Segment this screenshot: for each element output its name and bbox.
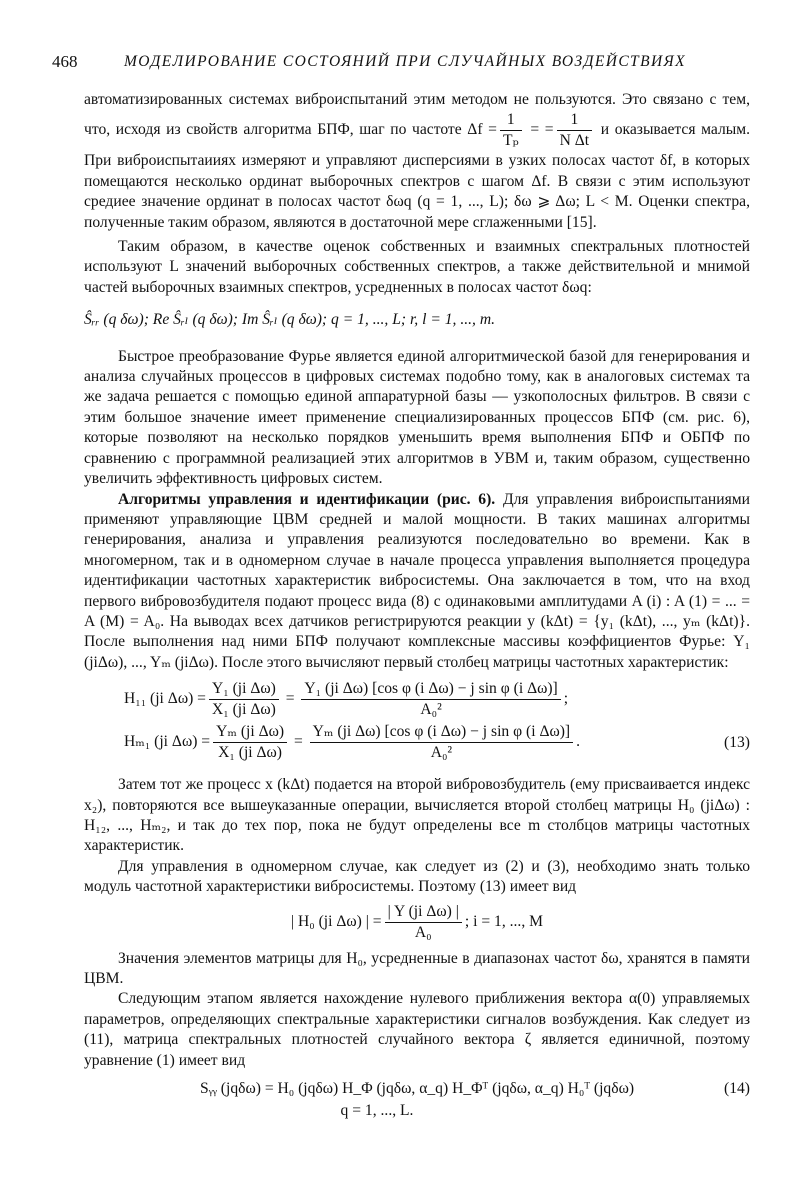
- paragraph-4: [84, 490, 750, 674]
- equation-number-14: (14): [724, 1080, 750, 1098]
- page-number: 468: [52, 52, 78, 71]
- df-denominator: Tₚ: [502, 132, 519, 150]
- equation-number-13: (13): [724, 733, 750, 751]
- hm1-num2: Yₘ (ji Δω) [cos φ (i Δω) − j sin φ (i Δω)]: [310, 722, 573, 743]
- running-header: [52, 50, 752, 76]
- paragraph-3: Быстрое преобразование Фурье является единой алгоритмической базой для генерирования и анализа случайных процессов в цифровых системах подобно тому, как в аналоговых системах та же задача решается с помощью единой аппаратурной базы — узкополосных фильтров. В связи с этим большое значение имеет применение специализированных процессов БПФ (см. рис. 6), которые позволяют на несколько порядков уменьшить время выполнения БПФ и ОБПФ по сравнению с программной реализацией этих алгоритмов в УВМ и, таким образом, существенно увеличить эффективность цифровых систем.: [84, 347, 750, 488]
- section-heading: Алгоритмы управления и идентификации (рис. 6).: [118, 490, 496, 508]
- paragraph-2: Таким образом, в качестве оценок собственных и взаимных спектральных плотностей используют L значений выборочных собственных спектров, а также действительной и мнимой частей выборочных взаимных спектров, усредненных в полосах частот δωq:: [84, 238, 750, 296]
- h11-lhs: H₁₁ (ji Δω) =: [124, 690, 206, 708]
- hm1-frac1: [213, 722, 287, 763]
- equation-syy: [84, 1079, 750, 1099]
- paragraph-5: Затем тот же процесс x (kΔt) подается на второй вибровозбудитель (ему присваивается индекс x₂), повторяются все вышеуказанные операции, вычисляется второй столбец матрицы H₀ (jiΔω) : H₁₂, ..., Hₘ₂, и так до тех пор, пока не будут определены все m столбцов матрицы частотных характеристик.: [84, 776, 750, 855]
- mod-rhs: ; i = 1, ..., M: [464, 912, 543, 930]
- mod-frac: [385, 902, 462, 943]
- hm1-num1: Yₘ (ji Δω): [213, 722, 287, 743]
- p1-equals: =: [530, 121, 540, 139]
- hm1-den2: A₀²: [430, 744, 453, 762]
- h11-sep: ;: [563, 690, 569, 708]
- p4-text: Для управления виброиспытаниями применяют управляющие ЦВМ средней и малой мощности. В таких машинах алгоритмы генерирования, анализа и управления реализуются последовательно во времени. Как в многомерном, так и в одномерном случае в начале процесса управления выполняется процедура идентификации частотных характеристик вибросистемы. Она заключается в том, что на вход первого вибровозбудителя подают процесс вида (8) с одинаковыми амплитудами A (i) : A (1) = ... = A (M) = A₀. На выводах всех датчиков регистрируются реакции y (kΔt) = {y₁ (kΔt), ..., yₘ (kΔt)}. После выполнения над ними БПФ получают комплексные массивы коэффициентов Фурье: Y₁ (jiΔω), ..., Yₘ (jiΔω). После этого вычисляют первый столбец матрицы частотных характеристик:: [84, 490, 750, 671]
- dt-denominator: N Δt: [559, 132, 590, 150]
- paragraph-1: [84, 90, 750, 233]
- q-range: q = 1, ..., L.: [340, 1102, 414, 1120]
- df-numerator: 1: [500, 110, 522, 131]
- p1-equals-cont: =: [544, 121, 554, 139]
- fraction-df: [500, 110, 522, 151]
- hm1-frac2: [310, 722, 573, 763]
- equation-hm1: Hₘ₁ (ji Δω) = $\frac{\text{Yₘ (ji Δω)}}{\text{X₁ (ji Δω)}}$ = $\frac{\text{Yₘ (ji Δω) [cos φ (i Δω) − j sin φ (i Δω)]}}{\text{A₀²}}$ . (13): [124, 723, 750, 762]
- estimates-formula: Ŝᵣᵣ (q δω); Re Ŝᵣₗ (q δω); Im Ŝᵣₗ (q δω); q = 1, ..., L; r, l = 1, ..., m.: [84, 311, 495, 329]
- dt-numerator: 1: [557, 110, 593, 131]
- hm1-lhs: Hₘ₁ (ji Δω) =: [124, 733, 211, 751]
- running-title: МОДЕЛИРОВАНИЕ СОСТОЯНИЙ ПРИ СЛУЧАЙНЫХ ВОЗДЕЙСТВИЯХ: [124, 53, 686, 70]
- paragraph-7: Значения элементов матрицы для H₀, усредненные в диапазонах частот δω, хранятся в памяти ЦВМ.: [84, 949, 750, 987]
- p1-start: автоматизированных системах виброиспытаний этим методом не пользуются. Это связано с тем, что, исходя из свойств алгоритма БПФ, шаг по частоте Δf =: [84, 91, 750, 139]
- mod-num: | Y (ji Δω) |: [385, 902, 462, 923]
- equation-modulus: [84, 902, 750, 943]
- paragraph-8: Следующим этапом является нахождение нулевого приближения вектора α(0) управляемых параметров, определяющих спектральные характеристики сигналов возбуждения. Как следует из (11), матрица спектральных плотностей случайного вектора ζ является единичной, поэтому уравнение (1) имеет вид: [84, 990, 750, 1069]
- mod-lhs: | H₀ (ji Δω) | =: [291, 912, 382, 930]
- paragraph-6: Для управления в одномерном случае, как следует из (2) и (3), необходимо знать только модуль частотной характеристики вибросистемы. Поэтому (13) имеет вид: [84, 857, 750, 896]
- mod-den: A₀: [414, 923, 432, 941]
- h11-num1: Y₁ (ji Δω): [209, 679, 279, 700]
- p1-end: и оказывается малым. При виброиспытаииях измеряют и управляют дисперсиями в узких полосах частот δf, в которых помещаются несколько ординат выборочных спектров с шагом Δf. В связи с этим используют средиее значение ординат в полосах частот δωq (q = 1, ..., L); δω ⩾ Δω; L < M. Оценки спектра, полученные таким образом, являются в достаточной мере сглаженными [15].: [84, 121, 750, 231]
- h11-frac2: [301, 679, 560, 720]
- hm1-den1: X₁ (ji Δω): [218, 744, 282, 762]
- fraction-dt: [557, 110, 593, 151]
- h11-num2: Y₁ (ji Δω) [cos φ (i Δω) − j sin φ (i Δω)]: [301, 679, 560, 700]
- h11-den1: X₁ (ji Δω): [211, 701, 276, 719]
- equation-h11: H₁₁ (ji Δω) = $\frac{\text{Y₁ (ji Δω)}}{\text{X₁ (ji Δω)}}$ = $\frac{\text{Y₁ (ji Δω) [cos φ (i Δω) − j sin φ (i Δω)]}}{\text{A₀²}}$ ;: [124, 680, 569, 719]
- hm1-sep: .: [576, 733, 581, 751]
- h11-frac1: [209, 679, 279, 720]
- page-body: [84, 90, 750, 1122]
- h11-den2: A₀²: [420, 701, 442, 719]
- syy-formula: Sᵧᵧ (jqδω) = H₀ (jqδω) H_Φ (jqδω, α_q) H_Φᵀ (jqδω, α_q) H₀ᵀ (jqδω): [199, 1080, 635, 1098]
